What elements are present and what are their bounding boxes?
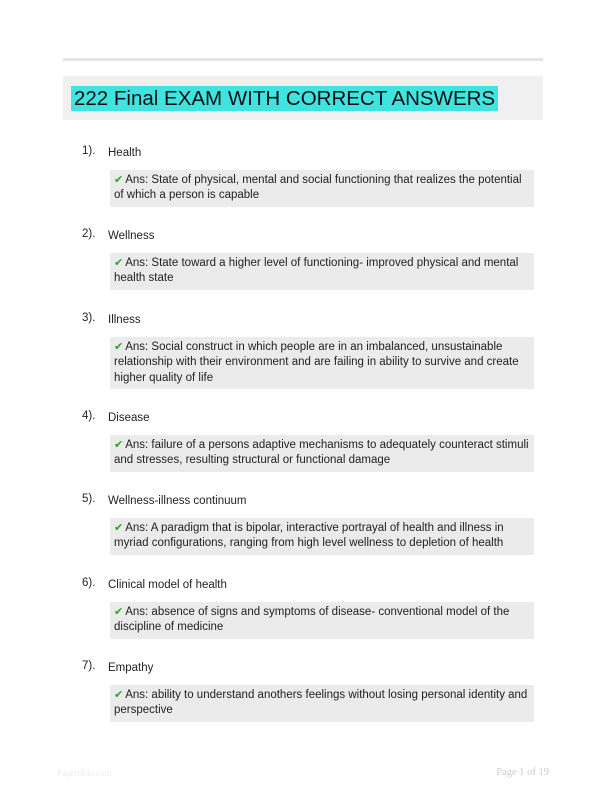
question-number: 1). [82,145,96,157]
page-number: Page 1 of 19 [496,767,549,778]
footer-watermark: Papertible.com [57,768,112,778]
question-number: 6). [82,577,96,589]
answer-box [110,253,534,290]
question-number: 2). [82,228,96,240]
check-icon: ✔ [114,439,124,451]
answer-text: Ans: State of physical, mental and social functioning that realizes the potential of which a person is capable [114,174,522,202]
title-banner [63,76,543,120]
question-number: 4). [82,410,96,422]
question-text: Clinical model of health [108,579,227,591]
answer-text: Ans: State toward a higher level of functioning- improved physical and mental health state [114,257,519,285]
check-icon: ✔ [114,174,124,186]
question-text: Disease [108,412,150,424]
answer-text: Ans: ability to understand anothers feelings without losing personal identity and perspective [114,689,528,717]
answer-box [110,337,534,389]
question-number: 3). [82,312,96,324]
question-number: 5). [82,493,96,505]
answer-text: Ans: A paradigm that is bipolar, interactive portrayal of health and illness in myriad configurations, ranging from high level wellness to depletion of health [114,522,504,550]
page-title: 222 Final EXAM WITH CORRECT ANSWERS [71,86,498,111]
answer-box [110,685,534,722]
answer-box [110,435,534,472]
question-text: Empathy [108,662,154,674]
question-text: Wellness [108,230,155,242]
question-text: Wellness-illness continuum [108,495,247,507]
check-icon: ✔ [114,341,124,353]
check-icon: ✔ [114,689,124,701]
question-text: Health [108,147,142,159]
answer-box [110,170,534,207]
answer-box [110,602,534,639]
answer-text: Ans: absence of signs and symptoms of disease- conventional model of the discipline of medicine [114,606,510,634]
answer-text: Ans: Social construct in which people are in an imbalanced, unsustainable relationship with their environment and are failing in ability to survive and create higher quality of life [114,341,519,384]
check-icon: ✔ [114,257,124,269]
top-divider [63,58,543,61]
question-number: 7). [82,660,96,672]
question-text: Illness [108,314,141,326]
check-icon: ✔ [114,522,124,534]
answer-text: Ans: failure of a persons adaptive mechanisms to adequately counteract stimuli and stresses, resulting structural or functional damage [114,439,529,467]
answer-box [110,518,534,555]
check-icon: ✔ [114,606,124,618]
